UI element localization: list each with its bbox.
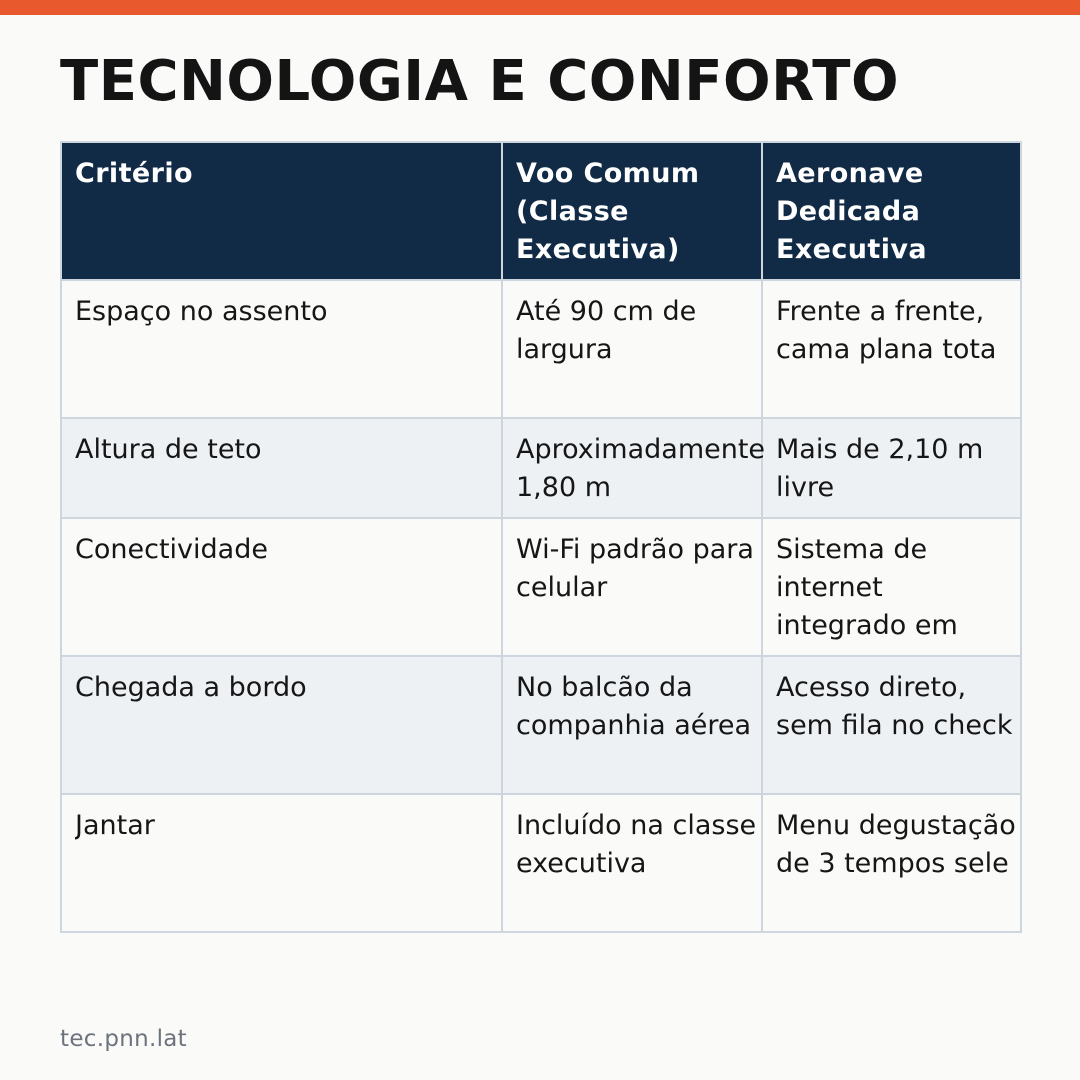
cell-common <box>502 418 766 518</box>
top-accent-bar <box>0 0 1080 15</box>
table-header-row <box>61 142 1021 280</box>
cell-criterion-text: Chegada a bordo <box>75 672 307 703</box>
cell-common-text: No balcão da companhia aérea <box>516 672 752 741</box>
table-row <box>61 418 1021 518</box>
table-row <box>61 518 1021 656</box>
cell-dedicated-text: Sistema de internet integrado em <box>776 534 958 641</box>
footer-domain: tec.pnn.lat <box>60 1026 187 1052</box>
table-row <box>61 794 1021 932</box>
cell-common-line1: Aproximadamente <box>516 434 766 465</box>
cell-criterion <box>61 280 502 418</box>
cell-dedicated-text: Frente a frente, cama plana tota <box>776 296 997 365</box>
cell-common-text: Incluído na classe executiva <box>516 810 757 879</box>
cell-dedicated-text: Acesso direto, sem fila no check <box>776 672 1013 741</box>
cell-dedicated <box>762 280 1021 418</box>
cell-criterion-text: Altura de teto <box>75 434 262 465</box>
table-row <box>61 656 1021 794</box>
cell-common-text <box>516 431 766 507</box>
cell-criterion-text: Jantar <box>75 810 155 841</box>
comparison-table <box>60 141 1022 933</box>
cell-common <box>502 518 762 656</box>
column-header-criterion: Critério <box>61 142 502 280</box>
cell-criterion <box>61 418 502 518</box>
cell-criterion <box>61 794 502 932</box>
column-header-common-flight: Voo Comum (Classe Executiva) <box>502 142 762 280</box>
cell-common <box>502 656 762 794</box>
cell-dedicated-text: Mais de 2,10 m livre <box>776 434 984 503</box>
cell-criterion <box>61 518 502 656</box>
cell-dedicated <box>762 418 1021 518</box>
cell-criterion-text: Espaço no assento <box>75 296 328 327</box>
cell-dedicated <box>762 656 1021 794</box>
cell-dedicated <box>762 518 1021 656</box>
page-title: TECNOLOGIA E CONFORTO <box>60 49 900 114</box>
cell-common-text: Wi-Fi padrão para celular <box>516 534 754 603</box>
cell-dedicated <box>762 794 1021 932</box>
cell-common-text: Até 90 cm de largura <box>516 296 697 365</box>
column-header-dedicated-aircraft: Aeronave Dedicada Executiva <box>762 142 1021 280</box>
table-row <box>61 280 1021 418</box>
cell-common <box>502 280 762 418</box>
cell-common <box>502 794 762 932</box>
cell-criterion-text: Conectividade <box>75 534 268 565</box>
cell-common-line2: 1,80 m <box>516 472 612 503</box>
cell-criterion <box>61 656 502 794</box>
cell-dedicated-text: Menu degustação de 3 tempos sele <box>776 810 1016 879</box>
